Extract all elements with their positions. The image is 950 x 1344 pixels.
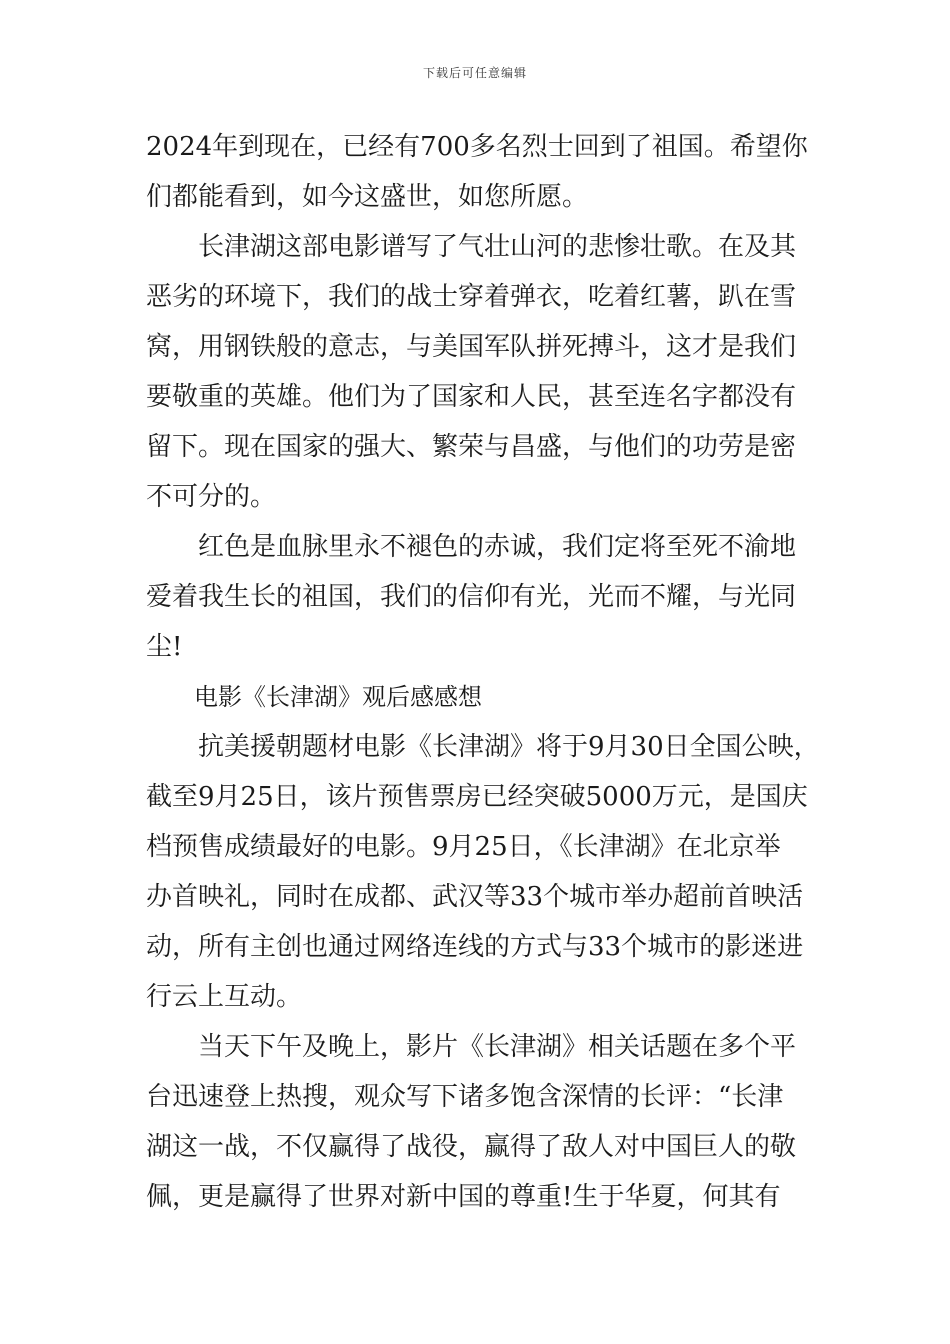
text-line: 档预售成绩最好的电影。9月25日，《长津湖》在北京举 xyxy=(146,832,781,862)
section-title: 电影《长津湖》观后感感想 xyxy=(146,683,482,711)
text-line: 湖这一战，不仅赢得了战役，赢得了敌人对中国巨人的敬 xyxy=(146,1132,797,1162)
text-line: 爱着我生长的祖国，我们的信仰有光，光而不耀，与光同 xyxy=(146,582,797,612)
text-line: 办首映礼，同时在成都、武汉等33个城市举办超前首映活 xyxy=(146,882,804,912)
text-line: 们都能看到，如今这盛世，如您所愿。 xyxy=(146,182,589,212)
text-line: 佩，更是赢得了世界对新中国的尊重!生于华夏，何其有 xyxy=(146,1182,781,1212)
text-line: 抗美援朝题材电影《长津湖》将于9月30日全国公映， xyxy=(146,732,820,762)
page-header: 下载后可任意编辑 xyxy=(422,66,527,80)
text-line: 要敬重的英雄。他们为了国家和人民，甚至连名字都没有 xyxy=(146,382,797,412)
text-line: 当天下午及晚上，影片《长津湖》相关话题在多个平 xyxy=(146,1032,797,1062)
text-line: 留下。现在国家的强大、繁荣与昌盛，与他们的功劳是密 xyxy=(146,432,797,462)
text-line: 窝，用钢铁般的意志，与美国军队拼死搏斗，这才是我们 xyxy=(146,332,797,362)
document-body xyxy=(146,122,820,1222)
text-line: 2024年到现在，已经有700多名烈士回到了祖国。希望你 xyxy=(146,132,808,162)
text-line: 截至9月25日，该片预售票房已经突破5000万元，是国庆 xyxy=(146,782,808,812)
text-line: 动，所有主创也通过网络连线的方式与33个城市的影迷进 xyxy=(146,932,804,962)
text-line: 红色是血脉里永不褪色的赤诚，我们定将至死不渝地 xyxy=(146,532,797,562)
text-line: 行云上互动。 xyxy=(146,982,303,1012)
text-line: 台迅速登上热搜，观众写下诸多饱含深情的长评：“长津 xyxy=(146,1082,784,1112)
text-line: 尘! xyxy=(146,632,183,662)
text-line: 不可分的。 xyxy=(146,482,277,512)
text-line: 长津湖这部电影谱写了气壮山河的悲惨壮歌。在及其 xyxy=(146,232,797,262)
text-line: 恶劣的环境下，我们的战士穿着弹衣，吃着红薯，趴在雪 xyxy=(146,282,797,312)
